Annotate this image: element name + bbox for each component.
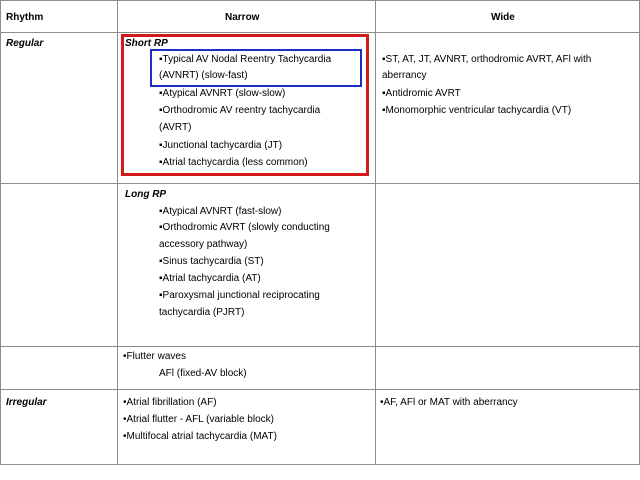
long-rp-heading: Long RP: [125, 189, 167, 200]
list-item: ▪ST, AT, JT, AVNRT, orthodromic AVRT, AFl with: [382, 54, 592, 65]
list-item: ▪Sinus tachycardia (ST): [159, 256, 264, 267]
grid-line: [0, 0, 1, 465]
list-item: •Atrial fibrillation (AF): [123, 397, 217, 408]
header-wide: Wide: [491, 12, 515, 23]
grid-line: [0, 464, 640, 465]
grid-line: [0, 346, 640, 347]
list-item: ▪Atrial tachycardia (less common): [159, 157, 308, 168]
header-rhythm: Rhythm: [6, 12, 44, 23]
grid-line: [0, 389, 640, 390]
list-item: ▪Atypical AVNRT (slow-slow): [159, 88, 286, 99]
list-item: •AF, AFl or MAT with aberrancy: [380, 397, 518, 408]
avnrt-highlight-box: [150, 49, 362, 87]
list-item: ▪Orthodromic AVRT (slowly conducting: [159, 222, 330, 233]
list-item: (AVNRT) (slow-fast): [159, 70, 248, 81]
row-label-irregular: Irregular: [6, 397, 47, 408]
list-item: ▪Monomorphic ventricular tachycardia (VT): [382, 105, 572, 116]
list-item: ▪Antidromic AVRT: [382, 88, 461, 99]
grid-line: [0, 32, 640, 33]
grid-line: [375, 0, 376, 465]
list-item: •Atrial flutter - AFL (variable block): [123, 414, 274, 425]
list-item: tachycardia (PJRT): [159, 307, 245, 318]
header-narrow: Narrow: [225, 12, 260, 23]
list-item: •Multifocal atrial tachycardia (MAT): [123, 431, 277, 442]
grid-line: [0, 183, 640, 184]
short-rp-heading: Short RP: [125, 38, 168, 49]
list-item: •Flutter waves: [123, 351, 186, 362]
list-item: ▪Typical AV Nodal Reentry Tachycardia: [159, 54, 332, 65]
list-item: accessory pathway): [159, 239, 248, 250]
list-item: ▪Orthodromic AV reentry tachycardia: [159, 105, 321, 116]
row-label-regular: Regular: [6, 38, 44, 49]
list-item: ▪Paroxysmal junctional reciprocating: [159, 290, 320, 301]
grid-line: [0, 0, 640, 1]
list-item: ▪Atrial tachycardia (AT): [159, 273, 261, 284]
list-item: aberrancy: [382, 70, 427, 81]
grid-line: [117, 0, 118, 465]
list-item: (AVRT): [159, 122, 192, 133]
list-item: AFl (fixed-AV block): [159, 368, 247, 379]
list-item: ▪Junctional tachycardia (JT): [159, 140, 283, 151]
list-item: ▪Atypical AVNRT (fast-slow): [159, 206, 282, 217]
